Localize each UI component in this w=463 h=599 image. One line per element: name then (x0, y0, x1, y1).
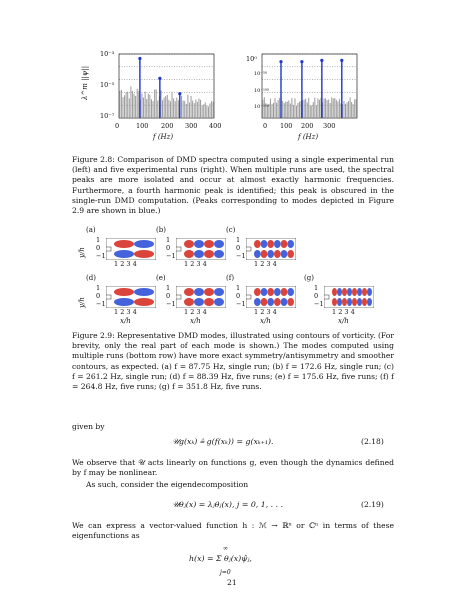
peak-marker (340, 59, 343, 62)
vortex-blob (337, 298, 342, 306)
vortex-blob (194, 298, 204, 306)
vortex-blob (134, 240, 154, 248)
vortex-blob (347, 298, 352, 306)
mode-yticks: 1 0 −1 (96, 284, 106, 308)
vortex-blob (254, 298, 261, 306)
paragraph-eigendecomposition: As such, consider the eigendecomposition (86, 480, 249, 489)
mode-xticks: 1 2 3 4 (254, 308, 277, 316)
peak-marker (178, 92, 181, 95)
cylinder-body (106, 295, 111, 299)
peak-marker (320, 59, 323, 62)
equation-2-20: h(x) = Σ θⱼ(x)ψ̂ⱼ, (189, 554, 252, 563)
vortex-blob (184, 298, 194, 306)
vortex-blob (281, 240, 288, 248)
vortex-blob (352, 298, 357, 306)
left-xtick-1: 100 (136, 122, 149, 130)
right-ytick-2: 10⁻¹⁰⁰ (254, 88, 270, 94)
figure-2-9-caption: Figure 2.9: Representative DMD modes, illustrated using contours of vorticity. (For brevity, only the real part of each mode is shown.) The modes computed using multiple runs (bottom row) have more exact symmetry/antisymmetry and smoother contours, as expected. (a) f = 87.75 Hz, single run; (b) f = 172.6 Hz, single run; (c) f = 261.2 Hz, single run; (d) f = 88.39 Hz, five runs; (e) f = 175.6 Hz, five runs; (f) f = 264.8 Hz, five runs; (g) f = 351.8 Hz, five runs. (72, 331, 394, 392)
page-number: 21 (227, 578, 237, 587)
right-xtick-3: 300 (323, 122, 336, 130)
mode-xlabel: x/h (260, 317, 271, 325)
vortex-blob (362, 298, 367, 306)
equation-2-19-number: (2.19) (361, 500, 384, 509)
mode-contour-plot (176, 286, 226, 308)
vortex-blob (261, 288, 268, 296)
mode-contour-plot (246, 286, 296, 308)
vortex-blob (367, 298, 372, 306)
cylinder-body (246, 295, 251, 299)
vortex-blob (362, 288, 367, 296)
vortex-blob (114, 250, 134, 258)
vortex-blob (194, 288, 204, 296)
left-ytick-1: 10⁻⁵ (100, 81, 115, 89)
right-ytick-3: 10⁻¹⁵⁰ (254, 104, 270, 110)
vortex-blob (214, 298, 224, 306)
left-xtick-2: 200 (161, 122, 174, 130)
vortex-blob (184, 250, 194, 258)
vortex-blob (134, 288, 154, 296)
vortex-blob (267, 288, 274, 296)
left-spectrum-ylabel: λ^m ||ψ|| (81, 65, 89, 100)
mode-contour-plot (106, 238, 156, 260)
vortex-blob (204, 298, 214, 306)
left-ytick-0: 10⁻³ (100, 50, 115, 58)
mode-ylabel: y/h (78, 247, 86, 258)
sum-lower-limit: j=0 (220, 569, 231, 576)
vortex-blob (267, 240, 274, 248)
sum-upper-limit: ∞ (223, 545, 228, 552)
vortex-blob (281, 298, 288, 306)
peak-marker (158, 77, 161, 80)
peak-marker (279, 60, 282, 63)
paragraph-vector-function: We can express a vector-valued function h : ℳ → ℝⁿ or ℂⁿ in terms of these eigenfunctions as (72, 521, 394, 541)
vortex-blob (287, 250, 294, 258)
cylinder-body (176, 247, 181, 251)
given-by-text: given by (72, 422, 105, 431)
mode-contour-plot (176, 238, 226, 260)
vortex-blob (274, 288, 281, 296)
vortex-blob (367, 288, 372, 296)
vortex-blob (342, 288, 347, 296)
mode-contour-plot (106, 286, 156, 308)
cylinder-body (106, 247, 111, 251)
vortex-blob (261, 240, 268, 248)
vortex-blob (337, 288, 342, 296)
cylinder-body (246, 247, 251, 251)
mode-yticks: 1 0 −1 (236, 284, 246, 308)
mode-panel-label: (a) (86, 226, 96, 234)
mode-xlabel: x/h (190, 317, 201, 325)
vortex-blob (184, 240, 194, 248)
paragraph-linear-operator: We observe that 𝒰 acts linearly on functions g, even though the dynamics defined by f may be nonlinear. (72, 458, 394, 478)
vortex-blob (114, 298, 134, 306)
mode-xticks: 1 2 3 4 (254, 260, 277, 268)
right-xtick-0: 0 (263, 122, 268, 130)
figure-2-8-caption: Figure 2.8: Comparison of DMD spectra computed using a single experimental run (left) and five experimental runs (right). When multiple runs are used, the spectral peaks are more isolated and occur at almost exactly harmonic frequencies. Furthermore, a fourth harmonic peak is identified; this peak is obscured in the single-run DMD computation. (Peaks corresponding to modes depicted in Figure 2.9 are shown in blue.) (72, 155, 394, 216)
right-xtick-2: 200 (301, 122, 314, 130)
mode-panel-label: (c) (226, 226, 236, 234)
peak-marker (138, 57, 141, 60)
mode-xticks: 1 2 3 4 (332, 308, 355, 316)
mode-panel-label: (g) (304, 274, 314, 282)
mode-contour-plot (246, 238, 296, 260)
vortex-blob (332, 298, 337, 306)
vortex-blob (274, 240, 281, 248)
vortex-blob (194, 250, 204, 258)
mode-yticks: 1 0 −1 (236, 236, 246, 260)
vortex-blob (342, 298, 347, 306)
mode-yticks: 1 0 −1 (166, 284, 176, 308)
vortex-blob (204, 240, 214, 248)
vortex-blob (287, 240, 294, 248)
vortex-blob (287, 298, 294, 306)
vortex-blob (274, 298, 281, 306)
mode-xlabel: x/h (338, 317, 349, 325)
right-xtick-1: 100 (280, 122, 293, 130)
mode-xlabel: x/h (120, 317, 131, 325)
mode-panel-label: (b) (156, 226, 166, 234)
vortex-blob (254, 240, 261, 248)
vortex-blob (204, 288, 214, 296)
mode-contour-plot (324, 286, 374, 308)
right-ytick-1: 10⁻⁵⁰ (254, 71, 268, 77)
mode-xticks: 1 2 3 4 (184, 308, 207, 316)
vortex-blob (332, 288, 337, 296)
vortex-blob (267, 298, 274, 306)
vortex-blob (204, 250, 214, 258)
mode-yticks: 1 0 −1 (96, 236, 106, 260)
vortex-blob (274, 250, 281, 258)
equation-2-18: 𝒰g(xₖ) ≜ g(f(xₖ)) = g(xₖ₊₁). (172, 437, 274, 446)
vortex-blob (134, 298, 154, 306)
vortex-blob (281, 250, 288, 258)
vortex-blob (194, 240, 204, 248)
equation-2-18-number: (2.18) (361, 437, 384, 446)
mode-panel-label: (d) (86, 274, 96, 282)
vortex-blob (352, 288, 357, 296)
left-xtick-0: 0 (115, 122, 120, 130)
vortex-blob (261, 298, 268, 306)
vortex-blob (254, 250, 261, 258)
mode-xticks: 1 2 3 4 (114, 260, 137, 268)
vortex-blob (184, 288, 194, 296)
plot-frame (119, 54, 214, 118)
vortex-blob (214, 240, 224, 248)
right-spectrum-xlabel: f (Hz) (298, 133, 319, 141)
left-spectrum-xlabel: f (Hz) (153, 133, 174, 141)
spectrum-plot-right (240, 48, 400, 148)
mode-panel-label: (e) (156, 274, 166, 282)
vortex-blob (287, 288, 294, 296)
cylinder-body (176, 295, 181, 299)
vortex-blob (214, 288, 224, 296)
peak-marker (300, 60, 303, 63)
vortex-blob (114, 240, 134, 248)
mode-yticks: 1 0 −1 (166, 236, 176, 260)
cylinder-body (324, 295, 329, 299)
vortex-blob (281, 288, 288, 296)
equation-2-19: 𝒰θⱼ(x) = λⱼθⱼ(x), j = 0, 1, . . . (172, 500, 284, 509)
vortex-blob (347, 288, 352, 296)
mode-panel-label: (f) (226, 274, 235, 282)
vortex-blob (357, 288, 362, 296)
left-xtick-3: 300 (185, 122, 198, 130)
left-ytick-2: 10⁻⁷ (100, 112, 115, 120)
vortex-blob (357, 298, 362, 306)
left-xtick-4: 400 (209, 122, 222, 130)
mode-xticks: 1 2 3 4 (184, 260, 207, 268)
vortex-blob (134, 250, 154, 258)
vortex-blob (114, 288, 134, 296)
mode-ylabel: y/h (78, 297, 86, 308)
vortex-blob (214, 250, 224, 258)
mode-yticks: 1 0 −1 (314, 284, 324, 308)
right-ytick-0: 10⁰ (246, 55, 257, 63)
vortex-blob (267, 250, 274, 258)
mode-xticks: 1 2 3 4 (114, 308, 137, 316)
vortex-blob (254, 288, 261, 296)
vortex-blob (261, 250, 268, 258)
